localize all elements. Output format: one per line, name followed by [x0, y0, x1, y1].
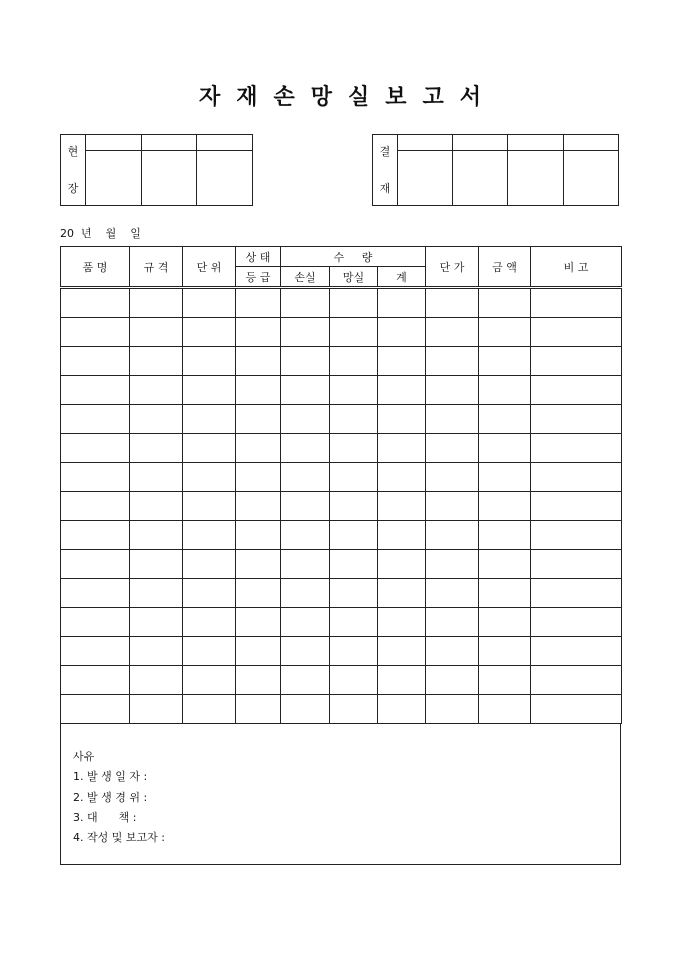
reason-heading: 사유: [73, 750, 95, 763]
table-cell[interactable]: [531, 637, 622, 666]
title-char: 재: [236, 84, 258, 110]
title-char: 고: [422, 84, 444, 110]
table-cell[interactable]: [426, 492, 479, 521]
approval-sign-cell[interactable]: [563, 151, 618, 206]
table-cell[interactable]: [183, 608, 236, 637]
table-cell[interactable]: [479, 376, 531, 405]
header-remarks: 비 고: [531, 247, 622, 288]
table-cell[interactable]: [183, 376, 236, 405]
title-char: 자: [198, 84, 221, 110]
table-cell[interactable]: [130, 376, 183, 405]
table-cell[interactable]: [330, 288, 378, 318]
table-cell[interactable]: [479, 608, 531, 637]
table-cell[interactable]: [378, 550, 426, 579]
table-cell[interactable]: [479, 463, 531, 492]
table-row: [61, 492, 622, 521]
table-cell[interactable]: [61, 288, 130, 318]
site-label: 현 장: [61, 135, 86, 206]
table-row: [61, 579, 622, 608]
table-cell[interactable]: [330, 579, 378, 608]
table-cell[interactable]: [183, 550, 236, 579]
table-cell[interactable]: [378, 608, 426, 637]
approval-sign-cell[interactable]: [397, 151, 452, 206]
table-cell[interactable]: [130, 492, 183, 521]
table-cell[interactable]: [531, 608, 622, 637]
table-cell[interactable]: [378, 492, 426, 521]
reason-section: [60, 724, 621, 865]
approval-box: [372, 134, 619, 206]
table-cell[interactable]: [426, 405, 479, 434]
table-cell[interactable]: [236, 347, 281, 376]
table-cell[interactable]: [531, 463, 622, 492]
table-row: [61, 608, 622, 637]
table-cell[interactable]: [378, 318, 426, 347]
header-unit-price: 단 가: [426, 247, 479, 288]
table-cell[interactable]: [183, 521, 236, 550]
table-cell[interactable]: [236, 579, 281, 608]
table-cell[interactable]: [183, 637, 236, 666]
table-cell[interactable]: [130, 637, 183, 666]
approval-sign-header[interactable]: [563, 135, 618, 151]
table-cell[interactable]: [479, 492, 531, 521]
table-cell[interactable]: [479, 405, 531, 434]
table-cell[interactable]: [330, 347, 378, 376]
header-condition-bottom: 등 급: [236, 267, 281, 288]
table-cell[interactable]: [61, 608, 130, 637]
table-cell[interactable]: [61, 695, 130, 724]
site-signature-box: [60, 134, 253, 206]
table-cell[interactable]: [426, 318, 479, 347]
approval-label: 결 재: [373, 135, 398, 206]
table-cell[interactable]: [61, 434, 130, 463]
table-cell[interactable]: [61, 637, 130, 666]
approval-sign-header[interactable]: [397, 135, 452, 151]
table-cell[interactable]: [378, 463, 426, 492]
table-cell[interactable]: [61, 521, 130, 550]
table-cell[interactable]: [531, 695, 622, 724]
table-cell[interactable]: [531, 376, 622, 405]
table-cell[interactable]: [479, 666, 531, 695]
table-row: [61, 521, 622, 550]
table-cell[interactable]: [330, 521, 378, 550]
table-cell[interactable]: [183, 492, 236, 521]
table-cell[interactable]: [531, 288, 622, 318]
table-cell[interactable]: [378, 666, 426, 695]
header-spec: 규 격: [130, 247, 183, 288]
table-cell[interactable]: [281, 666, 330, 695]
table-cell[interactable]: [479, 288, 531, 318]
table-cell[interactable]: [330, 492, 378, 521]
table-cell[interactable]: [130, 434, 183, 463]
title-char: 서: [459, 84, 482, 110]
title-char: 망: [310, 84, 332, 110]
table-cell[interactable]: [378, 288, 426, 318]
table-cell[interactable]: [130, 318, 183, 347]
table-cell[interactable]: [281, 521, 330, 550]
table-cell[interactable]: [426, 376, 479, 405]
site-sign-header[interactable]: [85, 135, 141, 151]
title-char: 실: [348, 84, 370, 110]
table-cell[interactable]: [281, 376, 330, 405]
table-cell[interactable]: [531, 318, 622, 347]
table-cell[interactable]: [531, 492, 622, 521]
table-cell[interactable]: [130, 288, 183, 318]
table-cell[interactable]: [479, 318, 531, 347]
table-cell[interactable]: [531, 550, 622, 579]
table-cell[interactable]: [183, 666, 236, 695]
table-cell[interactable]: [236, 288, 281, 318]
table-cell[interactable]: [183, 463, 236, 492]
table-cell[interactable]: [61, 579, 130, 608]
table-cell[interactable]: [61, 347, 130, 376]
table-cell[interactable]: [479, 521, 531, 550]
table-cell[interactable]: [378, 434, 426, 463]
table-row: [61, 376, 622, 405]
table-row: [61, 550, 622, 579]
table-cell[interactable]: [426, 579, 479, 608]
table-cell[interactable]: [61, 666, 130, 695]
table-cell[interactable]: [236, 463, 281, 492]
table-cell[interactable]: [330, 376, 378, 405]
table-cell[interactable]: [183, 288, 236, 318]
table-cell[interactable]: [426, 550, 479, 579]
table-cell[interactable]: [281, 318, 330, 347]
table-cell[interactable]: [281, 608, 330, 637]
table-cell[interactable]: [130, 695, 183, 724]
reason-line-circumstances[interactable]: 2. 발 생 경 위 :: [73, 791, 148, 804]
header-condition-top: 상 태: [236, 247, 281, 267]
approval-sign-header[interactable]: [508, 135, 563, 151]
approval-sign-header[interactable]: [453, 135, 508, 151]
approval-sign-cell[interactable]: [508, 151, 563, 206]
table-cell[interactable]: [236, 376, 281, 405]
table-cell[interactable]: [531, 405, 622, 434]
table-cell[interactable]: [330, 318, 378, 347]
site-sign-cell[interactable]: [85, 151, 141, 206]
table-cell[interactable]: [426, 288, 479, 318]
table-cell[interactable]: [61, 405, 130, 434]
header-item: 품 명: [61, 247, 130, 288]
reason-line-reporter[interactable]: 4. 작성 및 보고자 :: [73, 831, 165, 844]
site-sign-header[interactable]: [197, 135, 253, 151]
table-cell[interactable]: [130, 405, 183, 434]
table-cell[interactable]: [479, 434, 531, 463]
table-cell[interactable]: [378, 347, 426, 376]
table-cell[interactable]: [130, 579, 183, 608]
header-total: 계: [378, 267, 426, 288]
table-cell[interactable]: [378, 695, 426, 724]
header-unit: 단 위: [183, 247, 236, 288]
table-cell[interactable]: [426, 637, 479, 666]
table-cell[interactable]: [183, 405, 236, 434]
table-cell[interactable]: [330, 695, 378, 724]
table-row: [61, 463, 622, 492]
table-row: [61, 434, 622, 463]
table-cell[interactable]: [236, 318, 281, 347]
table-row: [61, 695, 622, 724]
table-cell[interactable]: [281, 637, 330, 666]
approval-sign-cell[interactable]: [453, 151, 508, 206]
table-cell[interactable]: [479, 579, 531, 608]
table-cell[interactable]: [330, 463, 378, 492]
table-cell[interactable]: [426, 434, 479, 463]
table-cell[interactable]: [130, 666, 183, 695]
table-cell[interactable]: [378, 521, 426, 550]
table-cell[interactable]: [330, 637, 378, 666]
table-cell[interactable]: [330, 405, 378, 434]
table-row: [61, 637, 622, 666]
table-cell[interactable]: [531, 434, 622, 463]
table-cell[interactable]: [183, 695, 236, 724]
table-cell[interactable]: [479, 550, 531, 579]
table-cell[interactable]: [378, 376, 426, 405]
table-cell[interactable]: [183, 434, 236, 463]
table-row: [61, 318, 622, 347]
table-cell[interactable]: [378, 637, 426, 666]
table-cell[interactable]: [236, 550, 281, 579]
table-cell[interactable]: [236, 637, 281, 666]
title-char: 손: [273, 84, 295, 110]
table-cell[interactable]: [61, 318, 130, 347]
reason-line-date[interactable]: 1. 발 생 일 자 :: [73, 770, 148, 783]
table-row: [61, 666, 622, 695]
table-cell[interactable]: [130, 521, 183, 550]
table-cell[interactable]: [236, 492, 281, 521]
table-cell[interactable]: [378, 579, 426, 608]
table-cell[interactable]: [281, 347, 330, 376]
table-cell[interactable]: [130, 608, 183, 637]
site-sign-cell[interactable]: [141, 151, 197, 206]
table-cell[interactable]: [183, 318, 236, 347]
table-cell[interactable]: [330, 608, 378, 637]
site-sign-header[interactable]: [141, 135, 197, 151]
table-cell[interactable]: [426, 695, 479, 724]
table-cell[interactable]: [426, 347, 479, 376]
table-cell[interactable]: [236, 695, 281, 724]
header-lost: 망실: [330, 267, 378, 288]
report-date[interactable]: 20 년 월 일: [60, 227, 141, 240]
table-cell[interactable]: [130, 463, 183, 492]
table-cell[interactable]: [426, 608, 479, 637]
table-cell[interactable]: [281, 579, 330, 608]
table-cell[interactable]: [236, 434, 281, 463]
table-cell[interactable]: [236, 405, 281, 434]
table-cell[interactable]: [531, 579, 622, 608]
table-cell[interactable]: [479, 695, 531, 724]
table-cell[interactable]: [378, 405, 426, 434]
table-cell[interactable]: [426, 521, 479, 550]
table-cell[interactable]: [281, 288, 330, 318]
header-quantity: 수 량: [281, 247, 426, 267]
table-row: [61, 347, 622, 376]
table-cell[interactable]: [531, 666, 622, 695]
table-row: [61, 405, 622, 434]
table-cell[interactable]: [130, 550, 183, 579]
table-cell[interactable]: [61, 492, 130, 521]
table-cell[interactable]: [61, 463, 130, 492]
table-cell[interactable]: [281, 550, 330, 579]
loss-report-table: [60, 246, 622, 724]
table-cell[interactable]: [330, 434, 378, 463]
reason-line-countermeasure[interactable]: 3. 대 책 :: [73, 811, 137, 824]
table-cell[interactable]: [236, 608, 281, 637]
table-cell[interactable]: [330, 666, 378, 695]
table-cell[interactable]: [281, 405, 330, 434]
title-char: 보: [385, 84, 407, 110]
table-cell[interactable]: [281, 695, 330, 724]
table-cell[interactable]: [281, 463, 330, 492]
table-cell[interactable]: [426, 666, 479, 695]
table-cell[interactable]: [236, 666, 281, 695]
table-row: [61, 288, 622, 318]
table-cell[interactable]: [183, 579, 236, 608]
table-cell[interactable]: [61, 550, 130, 579]
table-cell[interactable]: [479, 637, 531, 666]
table-cell[interactable]: [236, 521, 281, 550]
header-amount: 금 액: [479, 247, 531, 288]
header-loss: 손실: [281, 267, 330, 288]
table-cell[interactable]: [531, 521, 622, 550]
table-cell[interactable]: [130, 347, 183, 376]
table-cell[interactable]: [531, 347, 622, 376]
table-cell[interactable]: [426, 463, 479, 492]
site-sign-cell[interactable]: [197, 151, 253, 206]
table-cell[interactable]: [479, 347, 531, 376]
table-cell[interactable]: [330, 550, 378, 579]
table-cell[interactable]: [281, 434, 330, 463]
table-cell[interactable]: [281, 492, 330, 521]
table-cell[interactable]: [183, 347, 236, 376]
document-title: [0, 80, 680, 111]
table-cell[interactable]: [61, 376, 130, 405]
